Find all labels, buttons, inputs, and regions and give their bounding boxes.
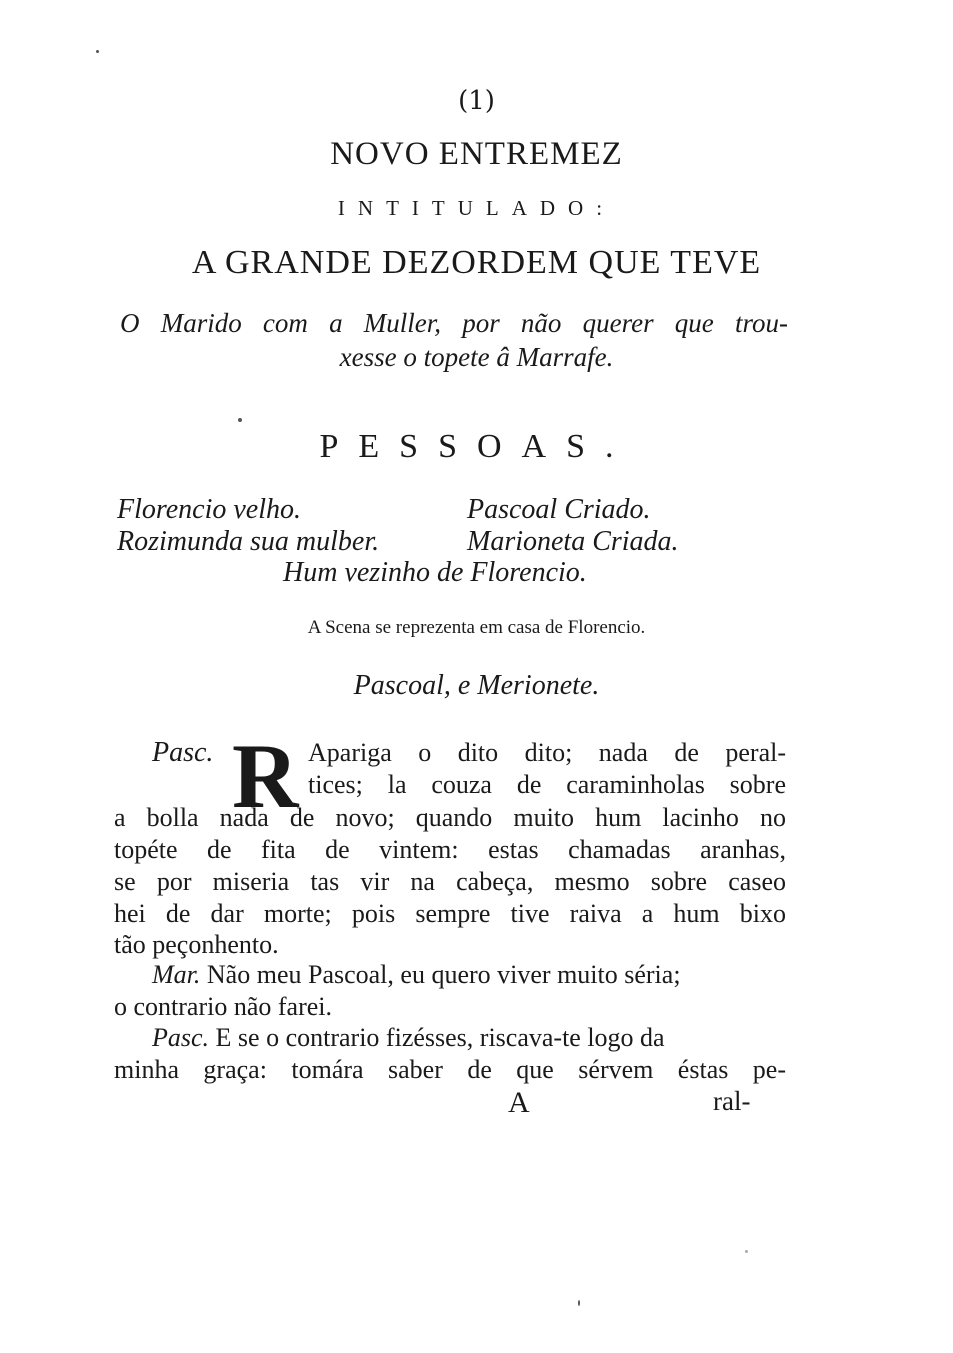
body-line: se por miseria tas vir na cabeça, mesmo sobre caseo bbox=[114, 867, 786, 896]
scene-speakers: Pascoal, e Merionete. bbox=[353, 670, 600, 701]
body-line: hei de dar morte; pois sempre tive raiva a hum bixo bbox=[114, 899, 786, 928]
scan-speck bbox=[578, 1300, 580, 1306]
body-line-mar bbox=[152, 960, 786, 990]
body-line: o contrario não farei. bbox=[114, 992, 333, 1021]
person-pascoal: Pascoal Criado. bbox=[467, 494, 651, 525]
scan-speck bbox=[96, 50, 99, 53]
signature-mark: A bbox=[508, 1086, 530, 1119]
speaker-pasc-2: Pasc. bbox=[152, 1023, 210, 1052]
pasc-text: E se o contrario fizésses, riscava-te logo da bbox=[215, 1023, 665, 1052]
body-line: minha graça: tomára saber de que sérvem éstas pe- bbox=[114, 1055, 786, 1084]
scan-speck bbox=[745, 1250, 748, 1253]
scan-speck bbox=[238, 418, 242, 422]
catchword: ral- bbox=[713, 1086, 751, 1116]
body-line: tão peçonhento. bbox=[114, 930, 279, 959]
body-line: topéte de fita de vintem: estas chamadas aranhas, bbox=[114, 835, 786, 864]
person-rozimunda: Rozimunda sua mulber. bbox=[117, 526, 380, 557]
scene-direction: A Scena se reprezenta em casa de Florencio. bbox=[307, 617, 646, 638]
title-line-3: A GRANDE DEZORDEM QUE TEVE bbox=[191, 244, 762, 281]
subtitle-line-2: xesse o topete â Marrafe. bbox=[339, 342, 614, 372]
person-vezinho: Hum vezinho de Florencio. bbox=[283, 557, 587, 588]
body-line-pasc bbox=[152, 1023, 786, 1053]
subtitle-line-1: O Marido com a Muller, por não querer que trou- bbox=[120, 308, 788, 338]
title-line-1: NOVO ENTREMEZ bbox=[330, 136, 623, 172]
page-number: (1) bbox=[458, 86, 495, 116]
body-line: a bolla nada de novo; quando muito hum lacinho no bbox=[114, 803, 786, 832]
mar-text: Não meu Pascoal, eu quero viver muito séria; bbox=[206, 960, 681, 989]
speaker-mar: Mar. bbox=[152, 960, 201, 989]
person-florencio: Florencio velho. bbox=[117, 494, 302, 525]
persons-heading: PESSOAS. bbox=[319, 428, 634, 465]
person-marioneta: Marioneta Criada. bbox=[467, 526, 679, 557]
body-line: Apariga o dito dito; nada de peral- bbox=[308, 738, 786, 767]
body-line: tices; la couza de caraminholas sobre bbox=[308, 770, 786, 799]
title-line-2: INTITULADO: bbox=[337, 196, 616, 220]
drop-cap: R bbox=[232, 725, 299, 827]
speaker-pasc: Pasc. bbox=[152, 737, 214, 768]
